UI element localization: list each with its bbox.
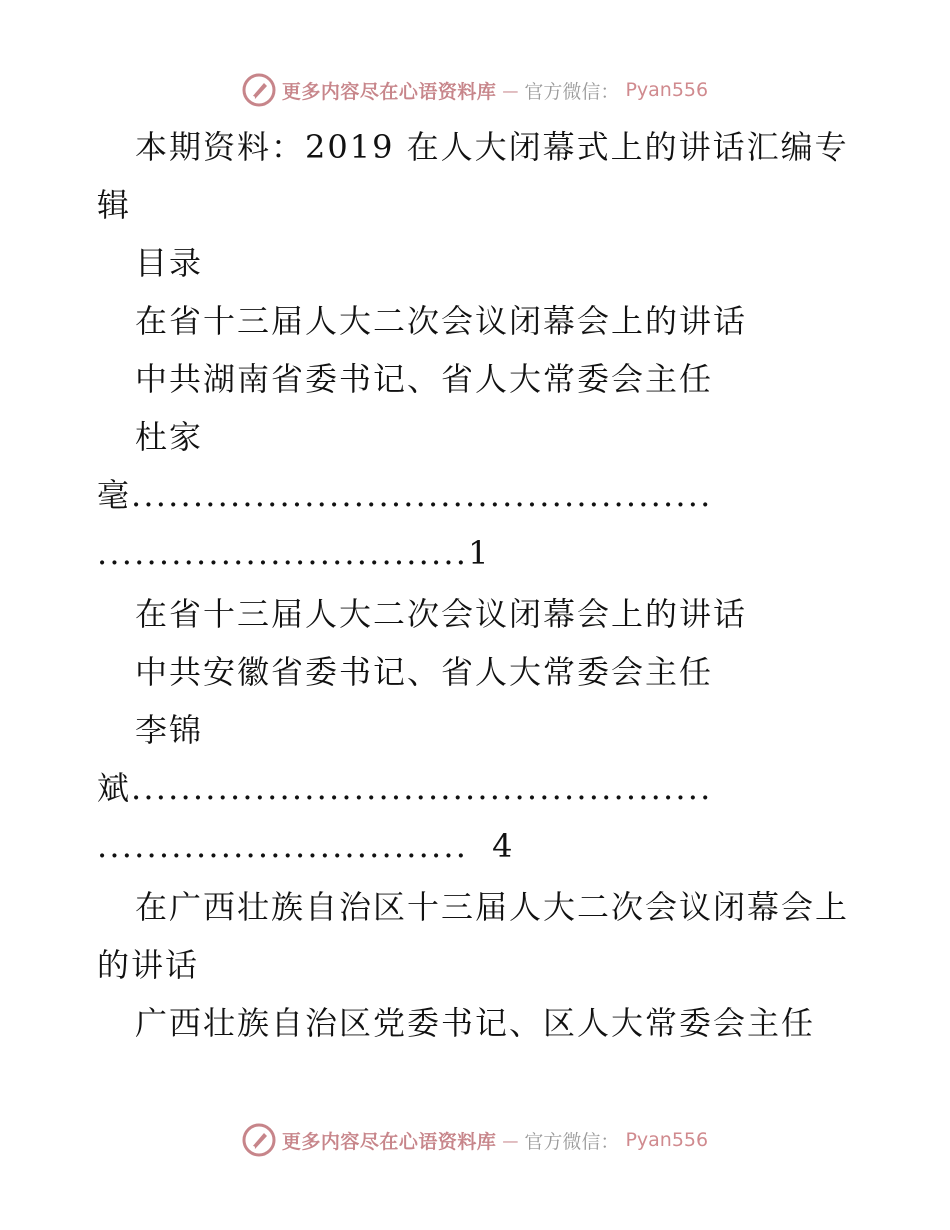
leader-dots: .............................. [97,827,469,865]
watermark-text: 更多内容尽在心语资料库 [281,80,497,103]
toc-entry-title: 在广西壮族自治区十三届人大二次会议闭幕会上 [135,888,850,926]
toc-entry-author-role: 广西壮族自治区党委书记、区人大常委会主任 [135,1004,816,1042]
watermark-label: 官方微信： [524,80,620,103]
toc-entry-title-continued: 的讲话 [97,946,200,984]
toc-entry-author-name-end [97,475,713,515]
watermark-id: Pyan556 [625,79,709,101]
watermark-separator: — [502,1130,519,1150]
toc-heading: 目录 [135,244,204,282]
leader-dots: .............................. [97,534,469,572]
toc-entry-page-line [97,533,491,573]
pen-logo-icon [242,1123,276,1157]
toc-entry-author-name: 李锦 [135,711,204,749]
author-name-char: 斌 [97,769,132,807]
pen-logo-icon [242,73,276,107]
page-number: 1 [468,534,491,572]
toc-entry-author-name: 杜家 [135,418,204,456]
toc-entry-author-role: 中共安徽省委书记、省人大常委会主任 [135,653,714,691]
leader-dots: ............................................... [131,476,713,514]
toc-entry-page-line [97,826,515,866]
watermark-separator: — [502,80,519,100]
leader-dots: ............................................... [131,769,713,807]
footer-watermark [0,1120,950,1160]
watermark-text: 更多内容尽在心语资料库 [281,1130,497,1153]
author-name-char: 毫 [97,476,132,514]
toc-entry-title: 在省十三届人大二次会议闭幕会上的讲话 [135,595,748,633]
toc-entry-author-role: 中共湖南省委书记、省人大常委会主任 [135,360,714,398]
toc-entry-title: 在省十三届人大二次会议闭幕会上的讲话 [135,302,748,340]
intro-line-continued: 辑 [97,186,132,224]
toc-entry-author-name-end [97,768,713,808]
watermark-label: 官方微信： [524,1130,620,1153]
intro-line: 本期资料：2019 在人大闭幕式上的讲话汇编专 [135,128,849,166]
watermark-id: Pyan556 [625,1129,709,1151]
header-watermark [0,70,950,110]
page-number: 4 [492,827,515,865]
